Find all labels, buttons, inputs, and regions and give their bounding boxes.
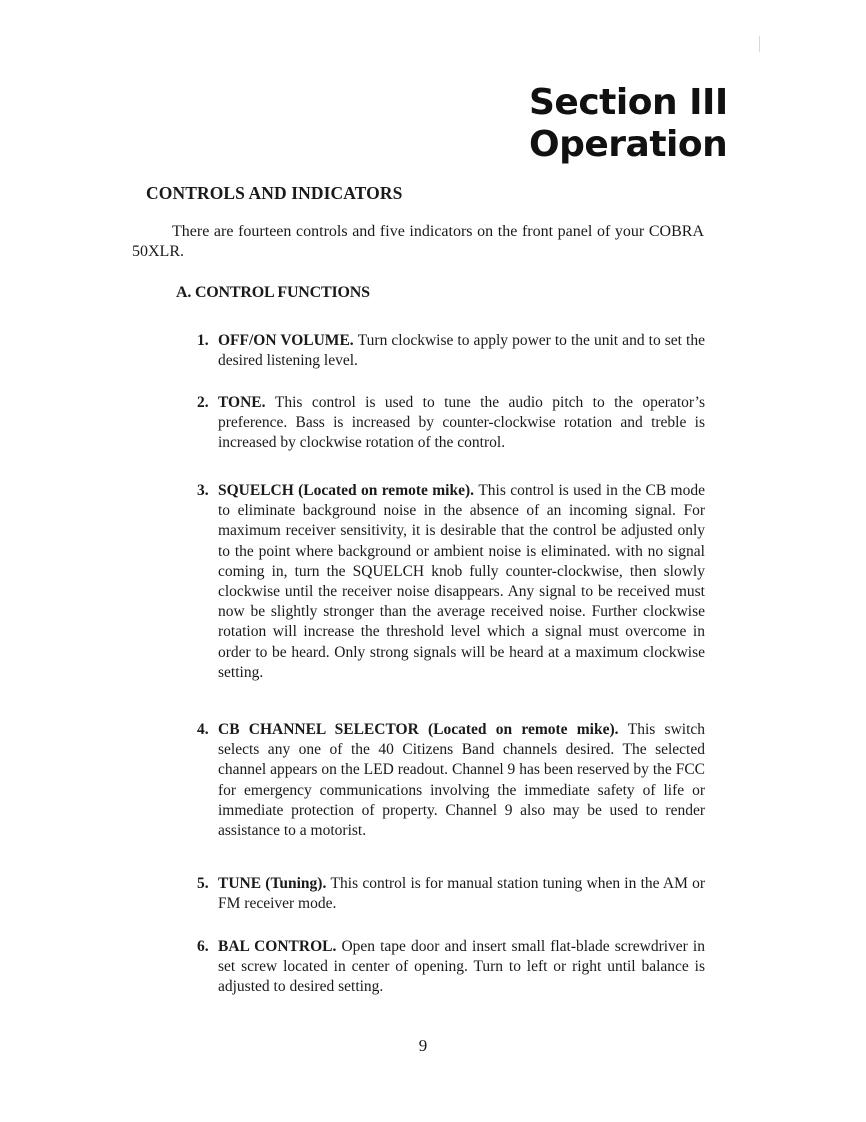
section-title: [529, 82, 728, 166]
intro-paragraph: There are fourteen controls and five indicators on the front panel of your COBRA 50XLR.: [132, 223, 704, 260]
page-number: 9: [418, 1036, 428, 1055]
item-description: Open tape door and insert small flat-blade screwdriver in set screw located in center of opening. Turn to left or right until balance is adjusted to desired setting.: [218, 938, 705, 996]
item-description: This control is for manual station tuning when in the AM or FM receiver mode.: [218, 875, 705, 913]
control-item-bal-control: [197, 937, 705, 998]
item-number: 6.: [197, 938, 209, 955]
control-item-tune: [197, 874, 705, 914]
item-term: SQUELCH (Located on remote mike).: [218, 482, 479, 499]
item-term: TUNE (Tuning).: [218, 875, 331, 892]
section-title-line-2: Operation: [529, 124, 728, 165]
control-functions-heading: A. CONTROL FUNCTIONS: [176, 284, 370, 301]
item-number: 3.: [197, 482, 209, 499]
item-number: 2.: [197, 394, 209, 411]
item-description: This switch selects any one of the 40 Citizens Band channels desired. The selected channel appears on the LED readout. Channel 9 has been reserved by the FCC for emergency communications involving the immediate safety of life or immediate protection of property. Channel 9 also may be used to render assistance to a motorist.: [218, 721, 705, 840]
item-term: TONE.: [218, 394, 275, 411]
controls-indicators-heading: CONTROLS AND INDICATORS: [146, 183, 403, 203]
section-title-line-1: Section III: [529, 82, 728, 123]
item-number: 4.: [197, 721, 209, 738]
item-term: OFF/ON VOLUME.: [218, 332, 358, 349]
control-item-squelch: [197, 481, 705, 683]
item-term: BAL CONTROL.: [218, 938, 342, 955]
item-number: 1.: [197, 332, 209, 349]
control-item-cb-channel-selector: [197, 720, 705, 841]
item-number: 5.: [197, 875, 209, 892]
item-description: This control is used in the CB mode to eliminate background noise in the absence of an incoming signal. For maximum receiver sensitivity, it is desirable that the control be adjusted only to the point where background or ambient noise is eliminated. with no signal coming in, turn the SQUELCH knob fully counter-clockwise, then slowly clockwise until the receiver noise disappears. Any signal to be received must now be slightly stronger than the average received noise. Further clockwise rotation will increase the threshold level which a signal must overcome in order to be heard. Only strong signals will be heard at a maximum clockwise setting.: [218, 482, 705, 681]
item-description: This control is used to tune the audio pitch to the operator’s preference. Bass is increased by counter-clockwise rotation and treble is increased by clockwise rotation of the control.: [218, 394, 705, 452]
control-item-tone: [197, 393, 705, 454]
control-item-off-on-volume: [197, 331, 705, 371]
item-term: CB CHANNEL SELECTOR (Located on remote mike).: [218, 721, 628, 738]
page-edge-mark: [759, 36, 760, 52]
item-description: Turn clockwise to apply power to the unit and to set the desired listening level.: [218, 332, 705, 370]
